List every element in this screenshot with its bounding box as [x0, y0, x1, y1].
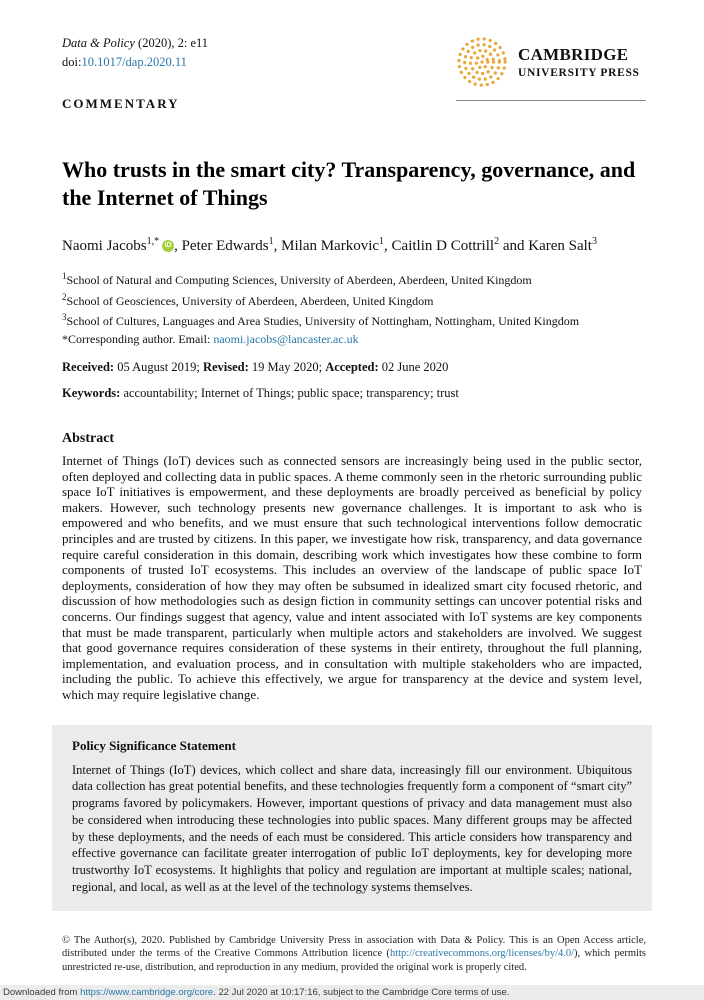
doi-link[interactable]: 10.1017/dap.2020.11: [81, 55, 187, 69]
corresponding-email-link[interactable]: naomi.jacobs@lancaster.ac.uk: [213, 331, 359, 346]
page-title: Who trusts in the smart city? Transparency, governance, and the Internet of Things: [62, 157, 636, 210]
author: Karen Salt$^3$: [528, 236, 597, 254]
affiliation: $^1$School of Natural and Computing Sciences, University of Aberdeen, Aberdeen, United Kingdom: [62, 271, 532, 287]
author-separator: and: [499, 238, 529, 254]
keywords-value: accountability; Internet of Things; public space; transparency; trust: [120, 386, 459, 400]
affiliations-list: [62, 268, 642, 330]
publisher-name: [518, 45, 640, 79]
affiliation: $^2$School of Geosciences, University of Aberdeen, Aberdeen, United Kingdom: [62, 291, 434, 308]
page-header: [0, 0, 704, 112]
article-history: Received: 05 August 2019; Revised: 19 May 2020; Accepted: 02 June 2020: [62, 360, 449, 374]
journal-meta: [62, 36, 208, 112]
publisher-name-line1: CAMBRIDGE: [518, 45, 629, 64]
doi-prefix: doi:: [62, 55, 82, 69]
cc-licence-link[interactable]: http://creativecommons.org/licenses/by/4.0/: [389, 948, 575, 959]
corresponding-label: *Corresponding author. Email:: [62, 331, 214, 346]
journal-name: Data & Policy: [62, 36, 135, 50]
publisher-logo: [456, 36, 646, 101]
cambridge-logo-icon: [456, 36, 508, 88]
author-separator: ,: [174, 238, 182, 254]
journal-citation: [62, 36, 208, 51]
affiliation: $^3$School of Cultures, Languages and Area Studies, University of Nottingham, Nottingham, United Kingdom: [62, 312, 580, 328]
article-type-label: COMMENTARY: [62, 96, 180, 111]
download-text-pre: Downloaded from: [3, 987, 81, 998]
keywords-label: Keywords:: [62, 386, 121, 400]
author: Peter Edwards$^1$: [181, 236, 274, 254]
copyright-text-pre: © The Author(s), 2020. Published by Cambridge University Press in association with Data & Policy. This is an Open Access article, distributed under the terms of the Creative Commons Attribution licence (: [62, 934, 646, 959]
abstract-heading: Abstract: [62, 431, 115, 446]
policy-box-text: Internet of Things (IoT) devices, which collect and share data, increasingly fill our environment. Ubiquitous data collection has great potential benefits, and these technologies frequently form a component of “smart city” programs favored by policymakers. However, important questions of privacy and data management must also be considered when introducing these technologies into public spaces. Many different groups may be affected by these deployments, and the needs of each must be considered. This article considers how transparency and effective governance can facilitate greater interrogation of public IoT deployments, key for developing more trustworthy IoT ecosystems. It highlights that policy and regulation are important at multiple scales; national, regional, and local, as well as at the level of the technology systems themselves.: [72, 762, 632, 895]
orcid-icon[interactable]: iD: [162, 240, 174, 252]
authors-line: [62, 236, 642, 255]
abstract-text: Internet of Things (IoT) devices such as connected sensors are increasingly being used in the public sector, often deployed and collecting data in public spaces. A theme commonly seen in the rhetoric surrounding public space IoT initiatives is empowerment, and these deployments are broadly perceived as beneficial by policy makers. However, such technology presents new governance challenges. It is important to ask who is empowered and who benefits, and we must ensure that such technological interventions follow democratic principles and are trusted by citizens. In this paper, we investigate how risk, transparency, and data governance require careful consideration in this domain, describing work which investigates how these combine to form components of trusted IoT ecosystems. This includes an overview of the landscape of public space IoT deployments, consideration of how they may often be subsumed in idealized smart city focused rhetoric, and discussion of how methodologies such as design fiction in community settings can uncover potential risks and concerns. Our findings suggest that agency, value and intent associated with IoT systems are key components that must be made transparent, particularly when multiple actors and stakeholders are involved. We suggest that good governance requires consideration of these systems in their entirety, throughout the full planning, implementation, and evaluation process, and in consultation with multiple stakeholders who are impacted, including the public. To achieve this effectively, we argue for transparency at the device and system level, which may require legislative change.: [62, 453, 642, 702]
copyright-notice: [62, 934, 646, 975]
author-separator: ,: [384, 238, 392, 254]
keywords-line: [62, 386, 642, 401]
author-separator: ,: [273, 238, 282, 254]
publisher-name-line2: UNIVERSITY PRESS: [518, 67, 640, 79]
author: Caitlin D Cottrill$^2$: [391, 236, 500, 254]
download-text-post: . 22 Jul 2020 at 10:17:16, subject to the Cambridge Core terms of use.: [213, 987, 510, 998]
journal-issue: (2020), 2: e11: [134, 36, 209, 50]
copyright-text-post: ), which permits unrestricted re-use, distribution, and reproduction in any medium, provided the original work is properly cited.: [62, 948, 646, 973]
author: Naomi Jacobs$^{1,*}$ iD: [62, 238, 174, 254]
cambridge-core-link[interactable]: https://www.cambridge.org/core: [80, 987, 214, 998]
policy-significance-box: [52, 725, 652, 911]
policy-box-heading: Policy Significance Statement: [72, 737, 236, 753]
doi-line: [62, 55, 208, 70]
corresponding-author-line: [62, 331, 642, 348]
author: Milan Markovic$^1$: [281, 236, 385, 254]
download-provenance-bar: [0, 985, 704, 1000]
